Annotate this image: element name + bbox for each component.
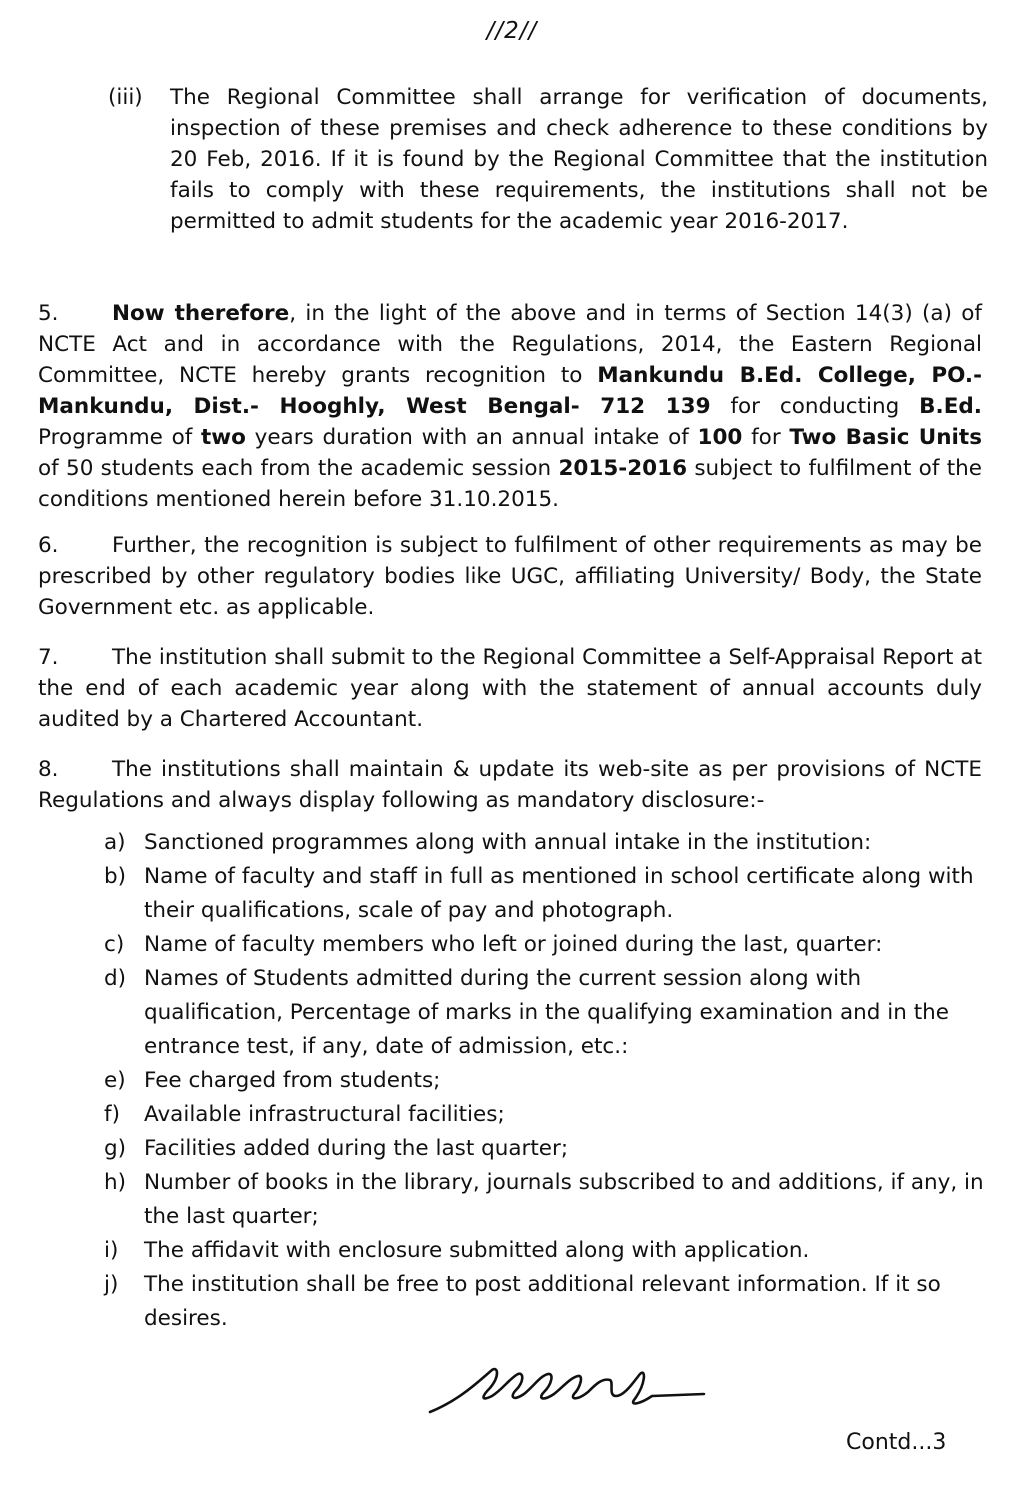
- paragraph-5-number: 5.: [38, 301, 59, 326]
- list-item-text: Sanctioned programmes along with annual intake in the institution:: [144, 830, 872, 855]
- disclosure-list: [104, 826, 984, 1336]
- list-item-letter: f): [104, 1102, 120, 1127]
- academic-session: 2015-2016: [558, 456, 688, 481]
- list-item-text: Available infrastructural facilities;: [144, 1102, 505, 1127]
- paragraph-7: [38, 642, 982, 735]
- paragraph-5-text-c: Programme of: [38, 425, 201, 450]
- paragraph-5-text-e: for: [742, 425, 790, 450]
- list-item: [104, 1234, 984, 1268]
- list-item-text: The affidavit with enclosure submitted along with application.: [144, 1238, 810, 1263]
- institution-name: Mankundu B.Ed. College, PO.- Mankundu, Dist.- Hooghly, West Bengal- 712 139: [38, 363, 982, 419]
- programme-name: B.Ed.: [919, 394, 982, 419]
- list-item: [104, 826, 984, 860]
- list-item-letter: j): [104, 1272, 119, 1297]
- list-item-text: Facilities added during the last quarter;: [144, 1136, 569, 1161]
- clause-iii-marker: (iii): [108, 85, 143, 110]
- list-item-letter: i): [104, 1238, 119, 1263]
- page-number: //2//: [486, 18, 538, 44]
- list-item: [104, 860, 984, 928]
- paragraph-6-text: Further, the recognition is subject to fulfilment of other requirements as may be prescribed by other regulatory bodies like UGC, affiliating University/ Body, the State Government etc. as applicable.: [38, 533, 982, 620]
- paragraph-8-text: The institutions shall maintain & update its web-site as per provisions of NCTE Regulations and always display following as mandatory disclosure:-: [38, 757, 982, 813]
- paragraph-7-number: 7.: [38, 645, 59, 670]
- list-item-text: Names of Students admitted during the current session along with qualification, Percentage of marks in the qualifying examination and in the entrance test, if any, date of admission, etc.:: [144, 966, 950, 1059]
- list-item: [104, 1064, 984, 1098]
- paragraph-5: [38, 298, 982, 515]
- programme-duration: two: [200, 425, 246, 450]
- paragraph-5-text-a: , in the light of the above and in terms of Section 14(3) (a) of NCTE Act and in accordance with the Regulations, 2014, the Eastern Regional Committee, NCTE hereby grants recognition to: [38, 301, 982, 388]
- handwritten-signature: [420, 1360, 720, 1420]
- paragraph-6-number: 6.: [38, 533, 59, 558]
- list-item-letter: h): [104, 1170, 127, 1195]
- paragraph-6: [38, 530, 982, 623]
- list-item-letter: e): [104, 1068, 126, 1093]
- paragraph-8: [38, 754, 982, 816]
- clause-iii-text: The Regional Committee shall arrange for verification of documents, inspection of these premises and check adherence to these conditions by 20 Feb, 2016. If it is found by the Regional Committee that the institution fails to comply with these requirements, the institutions shall not be permitted to admit students for the academic year 2016-2017.: [170, 85, 988, 234]
- list-item-text: Name of faculty members who left or joined during the last, quarter:: [144, 932, 883, 957]
- paragraph-5-text-g: subject to fulfilment of the conditions mentioned herein before 31.10.2015.: [38, 456, 982, 512]
- paragraph-7-text: The institution shall submit to the Regional Committee a Self-Appraisal Report at the end of each academic year along with the statement of annual accounts duly audited by a Chartered Accountant.: [38, 645, 982, 732]
- clause-iii: [108, 82, 988, 237]
- list-item: [104, 928, 984, 962]
- list-item-text: The institution shall be free to post additional relevant information. If it so desires.: [144, 1272, 941, 1331]
- basic-units: Two Basic Units: [789, 425, 982, 450]
- paragraph-8-number: 8.: [38, 757, 59, 782]
- paragraph-5-text-b: for conducting: [710, 394, 920, 419]
- continued-label: Contd...3: [846, 1430, 947, 1455]
- paragraph-5-text-d: years duration with an annual intake of: [245, 425, 698, 450]
- list-item-text: Number of books in the library, journals subscribed to and additions, if any, in the last quarter;: [144, 1170, 984, 1229]
- list-item-letter: a): [104, 830, 126, 855]
- list-item-letter: d): [104, 966, 127, 991]
- list-item-letter: g): [104, 1136, 127, 1161]
- paragraph-5-lead: Now therefore: [112, 301, 290, 326]
- list-item: [104, 1132, 984, 1166]
- list-item-text: Name of faculty and staff in full as mentioned in school certificate along with their qualifications, scale of pay and photograph.: [144, 864, 974, 923]
- annual-intake: 100: [697, 425, 743, 450]
- list-item: [104, 1098, 984, 1132]
- list-item: [104, 962, 984, 1064]
- paragraph-5-text-f: of 50 students each from the academic session: [38, 456, 559, 481]
- list-item-text: Fee charged from students;: [144, 1068, 441, 1093]
- list-item: [104, 1166, 984, 1234]
- list-item-letter: c): [104, 932, 125, 957]
- list-item-letter: b): [104, 864, 127, 889]
- list-item: [104, 1268, 984, 1336]
